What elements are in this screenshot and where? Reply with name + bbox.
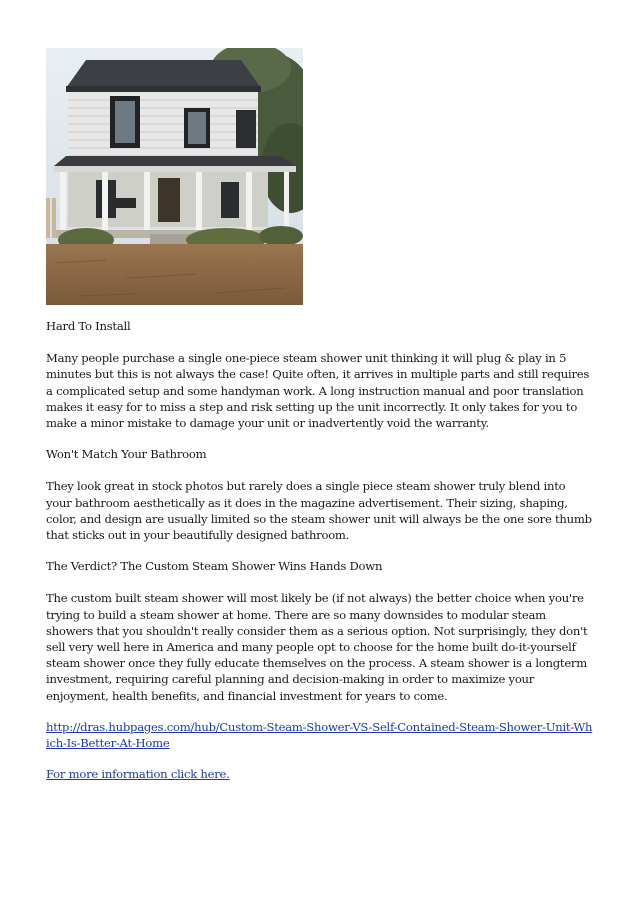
section-heading-verdict: The Verdict? The Custom Steam Shower Wins Hands Down [46,559,383,574]
house-photo [46,48,303,305]
section-heading-hard-to-install: Hard To Install [46,319,131,333]
section-body-verdict: The custom built steam shower will most likely be (if not always) the better choice when you're trying to build a steam shower at home. There are so many downsides to modular steam showers that you shouldn't really consider them as a serious option. Not surprisingly, they don't sell very well here in America and many people opt to choose for the home built do-it-yourself steam shower once they fully educate themselves on the process. A steam shower is a longterm investment, requiring careful planning and decision-making in order to maximize your enjoyment, health benefits, and financial investment for years to come. [46,591,588,703]
section-body-wont-match: They look great in stock photos but rarely does a single piece steam shower truly blend into your bathroom aesthetically as it does in the magazine advertisement. Their sizing, shaping, color, and design are usually limited so the steam shower unit will always be the one sore thumb that sticks out in your beautifully designed bathroom. [46,479,592,543]
more-info-paragraph [46,766,594,782]
more-info-link[interactable]: For more information click here. [46,767,230,782]
source-link-paragraph [46,719,594,751]
section-body-hard-to-install: Many people purchase a single one-piece steam shower unit thinking it will plug & play in 5 minutes but this is not always the case! Quite often, it arrives in multiple parts and still requires a complicated setup and some handyman work. A long instruction manual and poor translation makes it easy for to miss a step and risk setting up the unit incorrectly. It only takes for you to make a minor mistake to damage your unit or inadvertently void the warranty. [46,351,590,431]
article-body [46,318,594,797]
source-url-link[interactable]: http://dras.hubpages.com/hub/Custom-Steam-Shower-VS-Self-Contained-Steam-Shower-Unit-Which-Is-Better-At-Home [46,719,593,751]
section-heading-wont-match: Won't Match Your Bathroom [46,447,207,462]
